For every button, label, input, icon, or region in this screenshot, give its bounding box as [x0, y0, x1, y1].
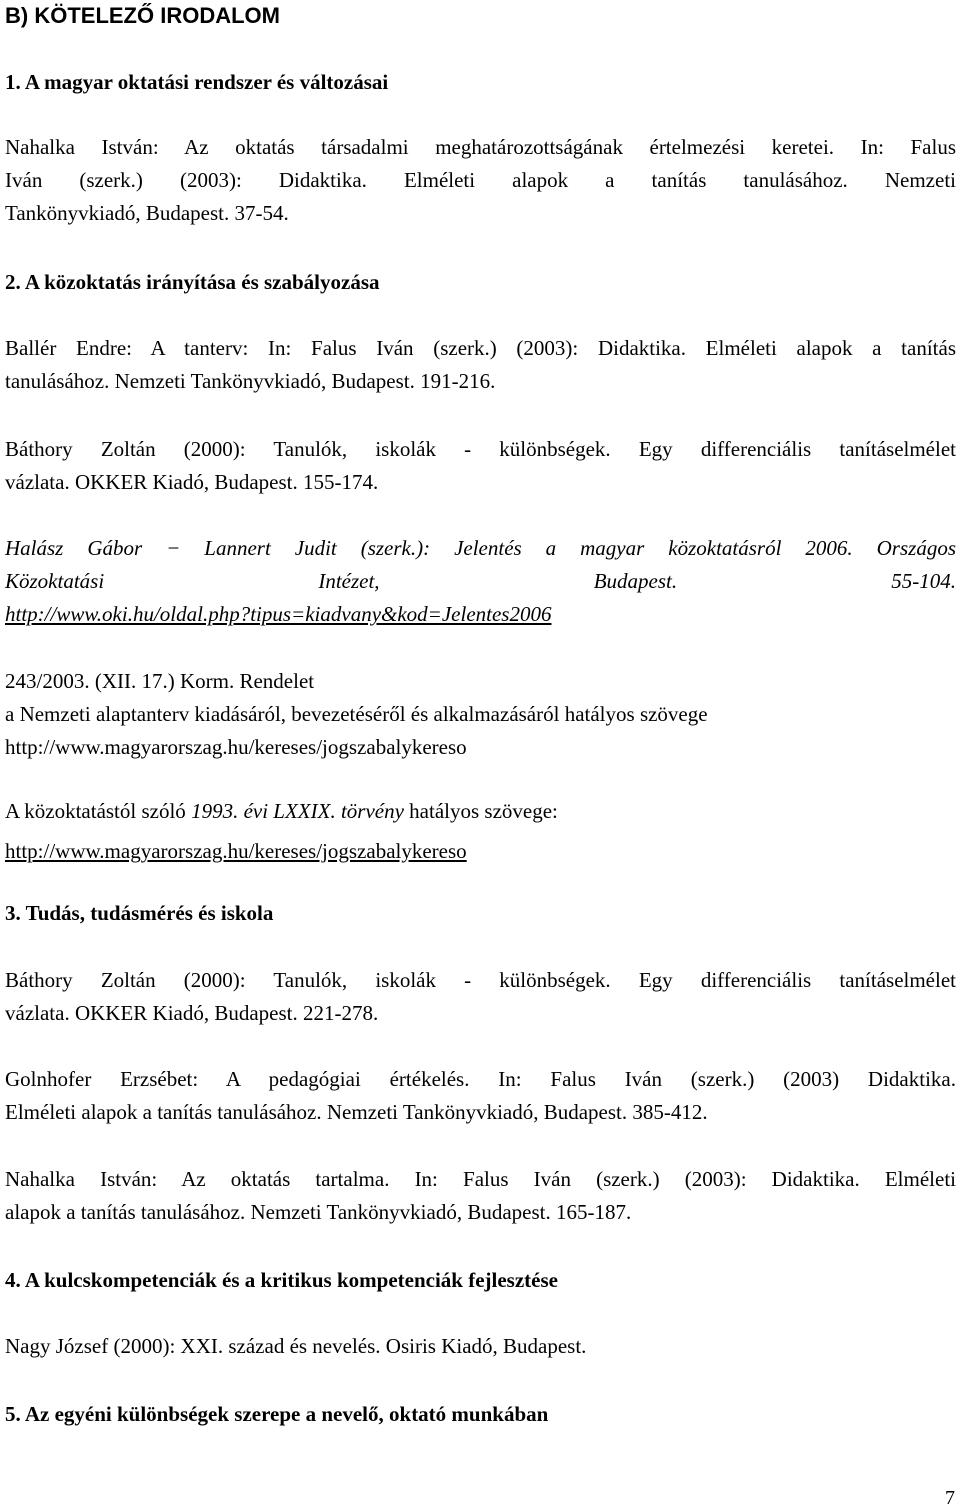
- reference-halasz: [5, 532, 956, 631]
- reference-line: Elméleti alapok a tanítás tanulásához. Nemzeti Tankönyvkiadó, Budapest. 385-412.: [5, 1100, 708, 1124]
- reference-line: 243/2003. (XII. 17.) Korm. Rendelet: [5, 669, 315, 693]
- heading-section-3: 3. Tudás, tudásmérés és iskola: [5, 901, 274, 925]
- reference-line: Közoktatási Intézet, Budapest. 55-104.: [5, 569, 956, 593]
- reference-line: Nahalka István: Az oktatás társadalmi meghatározottságának értelmezési keretei. In: Falus: [5, 135, 956, 159]
- page-number: 7: [945, 1487, 955, 1509]
- reference-line: Báthory Zoltán (2000): Tanulók, iskolák - különbségek. Egy differenciális tanításelmélet: [5, 968, 956, 992]
- act-title: 1993. évi LXXIX. törvény: [191, 799, 404, 823]
- oki-report-link[interactable]: http://www.oki.hu/oldal.php?tipus=kiadvany&kod=Jelentes2006: [5, 602, 552, 626]
- reference-bathory-2: [5, 964, 956, 1030]
- reference-golnhofer: [5, 1063, 956, 1129]
- heading-section-1: 1. A magyar oktatási rendszer és változásai: [5, 70, 389, 94]
- reference-line: Nagy József (2000): XXI. század és nevelés. Osiris Kiadó, Budapest.: [5, 1334, 587, 1358]
- reference-line: tanulásához. Nemzeti Tankönyvkiadó, Budapest. 191-216.: [5, 369, 496, 393]
- reference-nahalka-2: [5, 1163, 956, 1229]
- reference-line: Tankönyvkiadó, Budapest. 37-54.: [5, 201, 289, 225]
- reference-line: http://www.magyarorszag.hu/kereses/jogszabalykereso: [5, 735, 467, 759]
- reference-line: Nahalka István: Az oktatás tartalma. In: Falus Iván (szerk.) (2003): Didaktika. Elméleti: [5, 1167, 956, 1191]
- reference-baller: [5, 332, 956, 398]
- reference-line: Báthory Zoltán (2000): Tanulók, iskolák - különbségek. Egy differenciális tanításelmélet: [5, 437, 956, 461]
- heading-section-2: 2. A közoktatás irányítása és szabályozása: [5, 270, 380, 294]
- jogszabalykereso-link[interactable]: http://www.magyarorszag.hu/kereses/jogszabalykereso: [5, 839, 467, 863]
- reference-line: vázlata. OKKER Kiadó, Budapest. 155-174.: [5, 470, 379, 494]
- reference-line: Ballér Endre: A tanterv: In: Falus Iván (szerk.) (2003): Didaktika. Elméleti alapok a tanítás: [5, 336, 956, 360]
- reference-nahalka-1: [5, 131, 956, 230]
- act-prefix: A közoktatástól szóló: [5, 799, 192, 823]
- reference-line: Halász Gábor − Lannert Judit (szerk.): Jelentés a magyar közoktatásról 2006. Országos: [5, 536, 956, 560]
- reference-line: [5, 791, 956, 831]
- reference-public-education-act: [5, 791, 956, 871]
- heading-section-5: 5. Az egyéni különbségek szerepe a nevelő, oktató munkában: [5, 1402, 549, 1426]
- heading-section-4: 4. A kulcskompetenciák és a kritikus kompetenciák fejlesztése: [5, 1268, 558, 1292]
- section-title: B) KÖTELEZŐ IRODALOM: [5, 3, 280, 28]
- reference-line: Golnhofer Erzsébet: A pedagógiai értékelés. In: Falus Iván (szerk.) (2003) Didaktika.: [5, 1067, 956, 1091]
- act-suffix: hatályos szövege:: [403, 799, 558, 823]
- reference-bathory-1: [5, 433, 956, 499]
- reference-nat-decree: [5, 665, 956, 764]
- reference-line: vázlata. OKKER Kiadó, Budapest. 221-278.: [5, 1001, 379, 1025]
- reference-nagy: [5, 1330, 956, 1363]
- reference-line: Iván (szerk.) (2003): Didaktika. Elméleti alapok a tanítás tanulásához. Nemzeti: [5, 168, 956, 192]
- reference-line: alapok a tanítás tanulásához. Nemzeti Tankönyvkiadó, Budapest. 165-187.: [5, 1200, 632, 1224]
- reference-line: a Nemzeti alaptanterv kiadásáról, bevezetéséről és alkalmazásáról hatályos szövege: [5, 702, 708, 726]
